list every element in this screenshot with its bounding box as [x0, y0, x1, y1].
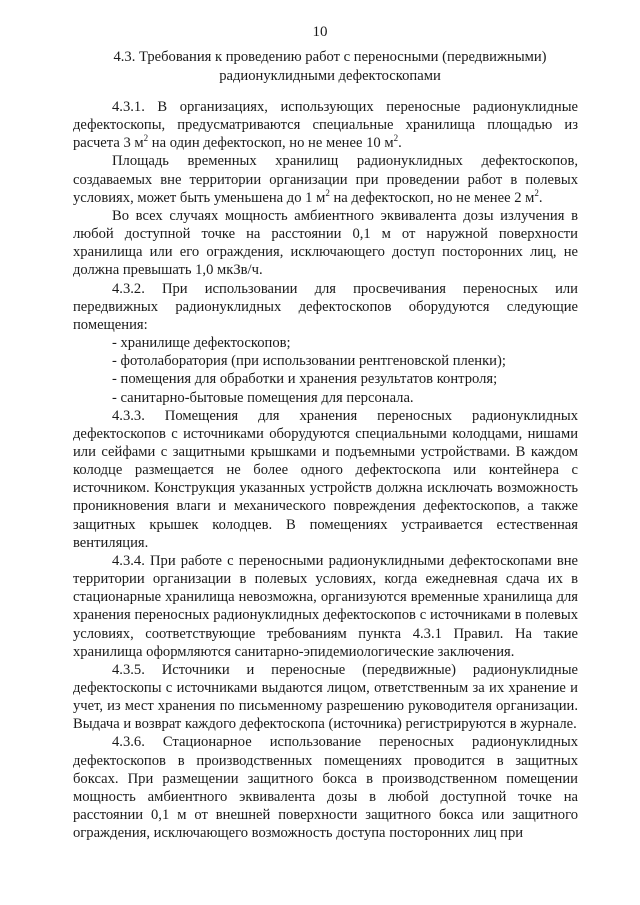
- paragraph-4-3-6: 4.3.6. Стационарное использование переносных радионуклидных дефектоскопов в производственных помещениях проводится в защитных боксах. При размещении защитного бокса в производственном помещении мощность амбиентного эквивалента дозы в любой доступной точке на расстоянии 0,1 м от внешней поверхности защитного бокса или защитного ограждения, исключающего возможность доступа посторонних лиц при: [73, 734, 578, 842]
- paragraph-4-3-2: 4.3.2. При использовании для просвечивания переносных или передвижных радионуклидных дефектоскопов оборудуются следующие помещения:: [73, 280, 578, 333]
- paragraph-temporary-storage: Площадь временных хранилищ радионуклидных дефектоскопов, создаваемых вне территории организации при проведении работ в полевых условиях, может быть уменьшена до 1 $м^2$ на дефектоскоп, но не менее 2 $м^2$.: [73, 153, 578, 206]
- list-item: - фотолаборатория (при использовании рентгеновской пленки);: [112, 353, 506, 370]
- paragraph-4-3-4: 4.3.4. При работе с переносными радионуклидными дефектоскопами вне территории организации в полевых условиях, когда ежедневная сдача их в стационарные хранилища невозможна, организуются временные хранилища для хранения переносных радионуклидных дефектоскопов с источниками в полевых условиях, соответствующие требованиям пункта 4.3.1 Правил. На такие хранилища оформляются санитарно-эпидемиологические заключения.: [73, 552, 578, 660]
- list-item: - помещения для обработки и хранения результатов контроля;: [112, 371, 498, 388]
- list-item: - санитарно-бытовые помещения для персонала.: [112, 389, 414, 406]
- document-body: [73, 98, 578, 842]
- paragraph-dose-limit: Во всех случаях мощность амбиентного эквивалента дозы излучения в любой доступной точке на расстоянии 0,1 м от наружной поверхности хранилища или его ограждения, исключающего доступ посторонних лиц, не должна превышать 1,0 мкЗв/ч.: [73, 207, 578, 279]
- list-item: - хранилище дефектоскопов;: [112, 335, 291, 352]
- paragraph-4-3-3: 4.3.3. Помещения для хранения переносных радионуклидных дефектоскопов с источниками оборудуются специальными колодцами, нишами или сейфами с защитными крышками и подъемными устройствами. В каждом колодце размещается не более одного дефектоскопа или контейнера с источником. Конструкция указанных устройств должна исключать возможность проникновения влаги и механического повреждения дефектоскопов, а также защитных крышек колодцев. В помещениях устраивается естественная вентиляция.: [73, 407, 578, 551]
- paragraph-4-3-1: 4.3.1. В организациях, использующих переносные радионуклидные дефектоскопы, предусматриваются специальные хранилища площадью из расчета 3 $м^2$ на один дефектоскоп, но не менее 10 $м^2$.: [73, 99, 578, 152]
- section-title: 4.3. Требования к проведению работ с переносными (передвижными) радионуклидными дефектоскопами: [113, 49, 547, 84]
- paragraph-4-3-5: 4.3.5. Источники и переносные (передвижные) радионуклидные дефектоскопы с источниками выдаются лицом, ответственным за их хранение и учет, из мест хранения по письменному разрешению руководителя организации. Выдача и возврат каждого дефектоскопа (источника) регистрируются в журнале.: [73, 661, 578, 733]
- page-number: 10: [312, 24, 328, 40]
